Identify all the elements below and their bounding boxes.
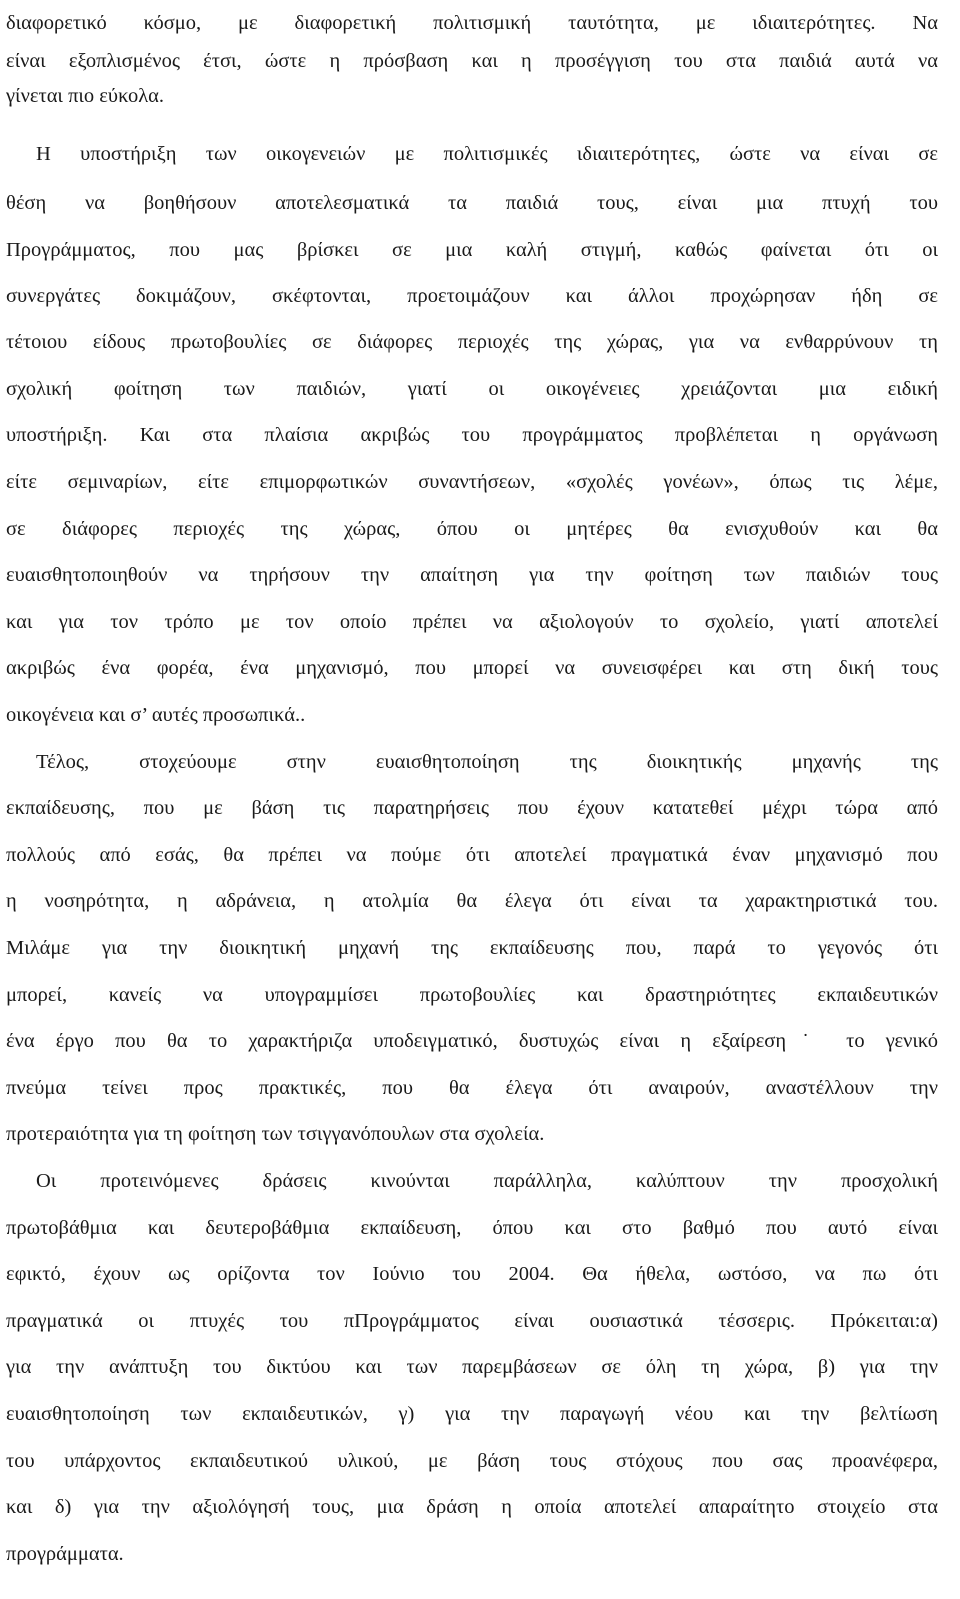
text-line: ευαισθητοποίηση των εκπαιδευτικών, γ) για την παραγωγή νέου και την βελτίωση [6,1403,938,1425]
text-line: πολλούς από εσάς, θα πρέπει να πούμε ότι αποτελεί πραγματικά έναν μηχανισμό που [6,844,938,866]
text-line: ευαισθητοποιηθούν να τηρήσουν την απαίτηση για την φοίτηση των παιδιών τους [6,564,938,586]
paragraph-first-line: Τέλος, στοχεύουμε στην ευαισθητοποίηση της διοικητικής μηχανής της [36,751,938,773]
text-line: μπορεί, κανείς να υπογραμμίσει πρωτοβουλίες και δραστηριότητες εκπαιδευτικών [6,984,938,1006]
text-line: γίνεται πιο εύκολα. [6,85,165,107]
text-line: σχολική φοίτηση των παιδιών, γιατί οι οικογένειες χρειάζονται μια ειδική [6,378,938,400]
text-line: θέση να βοηθήσουν αποτελεσματικά τα παιδιά τους, είναι μια πτυχή του [6,192,938,214]
text-line: σε διάφορες περιοχές της χώρας, όπου οι μητέρες θα ενισχυθούν και θα [6,518,938,540]
text-line: και για τον τρόπο με τον οποίο πρέπει να αξιολογούν το σχολείο, γιατί αποτελεί [6,611,938,633]
text-line: και δ) για την αξιολόγησή τους, μια δράση η οποία αποτελεί απαραίτητο στοιχείο στα [6,1496,938,1518]
text-line: είτε σεμιναρίων, είτε επιμορφωτικών συναντήσεων, «σχολές γονέων», όπως τις λέμε, [6,471,938,493]
text-line: εκπαίδευσης, που με βάση τις παρατηρήσεις που έχουν κατατεθεί μέχρι τώρα από [6,797,938,819]
text-line: πνεύμα τείνει προς πρακτικές, που θα έλεγα ότι αναιρούν, αναστέλλουν την [6,1077,938,1099]
text-line: ένα έργο που θα το χαρακτήριζα υποδειγματικό, δυστυχώς είναι η εξαίρεση˙ το γενικό [6,1030,938,1052]
text-line: προτεραιότητα για τη φοίτηση των τσιγγανόπουλων στα σχολεία. [6,1123,545,1145]
text-line: διαφορετικό κόσμο, με διαφορετική πολιτισμική ταυτότητα, με ιδιαιτερότητες. Να [6,12,938,34]
paragraph-first-line: Η υποστήριξη των οικογενειών με πολιτισμικές ιδιαιτερότητες, ώστε να είναι σε [36,143,938,165]
text-line: Προγράμματος, που μας βρίσκει σε μια καλή στιγμή, καθώς φαίνεται ότι οι [6,239,938,261]
text-line: η νοσηρότητα, η αδράνεια, η ατολμία θα έλεγα ότι είναι τα χαρακτηριστικά του. [6,890,938,912]
text-line: Μιλάμε για την διοικητική μηχανή της εκπαίδευσης που, παρά το γεγονός ότι [6,937,938,959]
text-line: του υπάρχοντος εκπαιδευτικού υλικού, με βάση τους στόχους που σας προανέφερα, [6,1450,938,1472]
text-line: τέτοιου είδους πρωτοβουλίες σε διάφορες περιοχές της χώρας, για να ενθαρρύνουν τη [6,331,938,353]
text-line: οικογένεια και σ’ αυτές προσωπικά.. [6,704,306,726]
text-line: εφικτό, έχουν ως ορίζοντα τον Ιούνιο του 2004. Θα ήθελα, ωστόσο, να πω ότι [6,1263,938,1285]
text-line: είναι εξοπλισμένος έτσι, ώστε η πρόσβαση και η προσέγγιση του στα παιδιά αυτά να [6,50,938,72]
text-line: πρωτοβάθμια και δευτεροβάθμια εκπαίδευση, όπου και στο βαθμό που αυτό είναι [6,1217,938,1239]
text-line: συνεργάτες δοκιμάζουν, σκέφτονται, προετοιμάζουν και άλλοι προχώρησαν ήδη σε [6,285,938,307]
text-line: για την ανάπτυξη του δικτύου και των παρεμβάσεων σε όλη τη χώρα, β) για την [6,1356,938,1378]
text-line: ακριβώς ένα φορέα, ένα μηχανισμό, που μπορεί να συνεισφέρει και στη δική τους [6,657,938,679]
text-line: προγράμματα. [6,1543,124,1565]
text-line: πραγματικά οι πτυχές του πΠρογράμματος είναι ουσιαστικά τέσσερις. Πρόκειται:α) [6,1310,938,1332]
paragraph-first-line: Οι προτεινόμενες δράσεις κινούνται παράλληλα, καλύπτουν την προσχολική [36,1170,938,1192]
text-line: υποστήριξη. Και στα πλαίσια ακριβώς του προγράμματος προβλέπεται η οργάνωση [6,424,938,446]
